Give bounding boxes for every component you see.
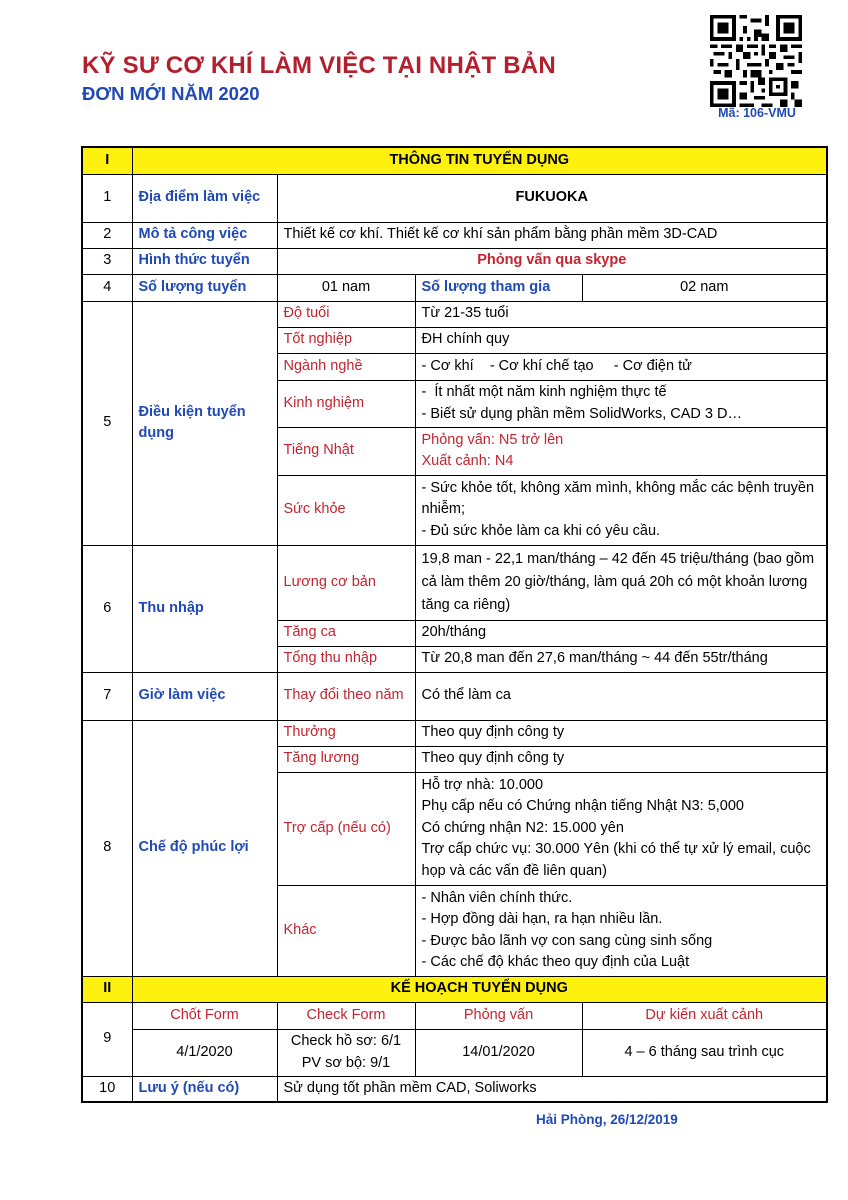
- text-line: - Hợp đồng dài hạn, ra hạn nhiều lần.: [421, 911, 663, 927]
- sub-value: [415, 427, 827, 475]
- plan-value: 14/01/2020: [415, 1029, 582, 1076]
- table-row: [82, 274, 827, 301]
- plan-value: 4 – 6 tháng sau trình cục: [582, 1029, 827, 1076]
- plan-header: Dự kiến xuất cảnh: [582, 1002, 827, 1029]
- sub-value: Từ 21-35 tuổi: [415, 301, 827, 327]
- plan-value: 4/1/2020: [132, 1029, 277, 1076]
- sub-label: Lương cơ bản: [277, 545, 415, 620]
- text-line: Phụ cấp nếu có Chứng nhận tiếng Nhật N3: 5,000: [421, 798, 744, 815]
- table-row: [82, 301, 827, 327]
- sub-value: Theo quy định công ty: [415, 720, 827, 746]
- row-number: 3: [82, 248, 132, 274]
- sub-value: 19,8 man - 22,1 man/tháng – 42 đến 45 triệu/tháng (bao gồm cả làm thêm 20 giờ/tháng, làm quá 20h có một khoản lương tăng ca riêng): [415, 545, 827, 620]
- text-line: Check hồ sơ: 6/1: [290, 1033, 402, 1049]
- row-label: Lưu ý (nếu có): [132, 1076, 277, 1102]
- table-row: [82, 720, 827, 746]
- recruitment-table: [81, 146, 828, 1103]
- row-number: 4: [82, 274, 132, 301]
- sub-label: Tốt nghiệp: [277, 327, 415, 353]
- table-row: [82, 248, 827, 274]
- table-row: [82, 1002, 827, 1029]
- row-label: Giờ làm việc: [132, 672, 277, 720]
- text-line: Trợ cấp chức vụ: 30.000 Yên (khi có thể tự xử lý email, cuộc họp và các vấn đề liên quan): [421, 841, 811, 879]
- sub-label: Sức khỏe: [277, 475, 415, 545]
- quantity-value: 01 nam: [277, 274, 415, 301]
- sub-label: Tổng thu nhập: [277, 646, 415, 672]
- section-number: I: [82, 147, 132, 174]
- section-title: THÔNG TIN TUYỂN DỤNG: [132, 147, 827, 174]
- table-row: [82, 545, 827, 620]
- qr-code-icon: [710, 15, 802, 107]
- text-line: Hỗ trợ nhà: 10.000: [421, 776, 544, 793]
- sub-label: Tăng lương: [277, 746, 415, 772]
- row-label: Chế độ phúc lợi: [132, 720, 277, 976]
- text-line: PV sơ bộ: 9/1: [301, 1054, 391, 1071]
- sub-label: Thưởng: [277, 720, 415, 746]
- text-line: - Ít nhất một năm kinh nghiệm thực tế: [421, 384, 667, 400]
- recruit-form-value: Phỏng vấn qua skype: [277, 248, 827, 274]
- note-value: Sử dụng tốt phần mềm CAD, Soliworks: [277, 1076, 827, 1102]
- sub-value: [415, 380, 827, 427]
- row-label: Địa điểm làm việc: [132, 174, 277, 222]
- location-value: FUKUOKA: [277, 174, 827, 222]
- section-header-row: [82, 976, 827, 1002]
- participants-value: 02 nam: [582, 274, 827, 301]
- text-line: Xuất cảnh: N4: [421, 453, 514, 469]
- sub-value: - Cơ khí - Cơ khí chế tạo - Cơ điện tử: [415, 353, 827, 380]
- row-number: 6: [82, 545, 132, 672]
- table-row: [82, 1076, 827, 1102]
- sub-label: Trợ cấp (nếu có): [277, 772, 415, 885]
- row-number: 5: [82, 301, 132, 545]
- text-line: - Biết sử dụng phần mềm SolidWorks, CAD 3 D…: [421, 405, 743, 422]
- text-line: - Được bảo lãnh vợ con sang cùng sinh sống: [421, 932, 713, 949]
- sub-value: [415, 772, 827, 885]
- row-number: 2: [82, 222, 132, 248]
- participants-label: Số lượng tham gia: [415, 274, 582, 301]
- sub-label: Tăng ca: [277, 620, 415, 646]
- place-date: Hải Phòng, 26/12/2019: [536, 1112, 678, 1127]
- row-label: Mô tả công việc: [132, 222, 277, 248]
- row-label: Hình thức tuyển: [132, 248, 277, 274]
- row-number: 8: [82, 720, 132, 976]
- document-code: Mã: 106-VMU: [718, 106, 796, 120]
- plan-header: Chốt Form: [132, 1002, 277, 1029]
- text-line: Phỏng vấn: N5 trở lên: [421, 431, 564, 448]
- table-row: [82, 174, 827, 222]
- page-title: KỸ SƯ CƠ KHÍ LÀM VIỆC TẠI NHẬT BẢN: [82, 52, 556, 79]
- sub-label: Tiếng Nhật: [277, 427, 415, 475]
- section-header-row: [82, 147, 827, 174]
- row-number: 1: [82, 174, 132, 222]
- sub-label: Ngành nghề: [277, 353, 415, 380]
- sub-value: Có thể làm ca: [415, 672, 827, 720]
- plan-value: [277, 1029, 415, 1076]
- text-line: - Các chế độ khác theo quy định của Luật: [421, 954, 690, 970]
- text-line: - Nhân viên chính thức.: [421, 889, 573, 906]
- table-row: [82, 1029, 827, 1076]
- table-row: [82, 672, 827, 720]
- description-value: Thiết kế cơ khí. Thiết kế cơ khí sản phẩm bằng phần mềm 3D-CAD: [277, 222, 827, 248]
- sub-value: Theo quy định công ty: [415, 746, 827, 772]
- row-label: Số lượng tuyển: [132, 274, 277, 301]
- sub-label: Độ tuổi: [277, 301, 415, 327]
- row-number: 10: [82, 1076, 132, 1102]
- sub-label: Thay đổi theo năm: [277, 672, 415, 720]
- plan-header: Check Form: [277, 1002, 415, 1029]
- sub-value: ĐH chính quy: [415, 327, 827, 353]
- section-number: II: [82, 976, 132, 1002]
- text-line: - Sức khỏe tốt, không xăm mình, không mắc các bệnh truyền nhiễm;: [421, 479, 815, 518]
- sub-value: [415, 885, 827, 976]
- plan-header: Phỏng vấn: [415, 1002, 582, 1029]
- sub-value: 20h/tháng: [415, 620, 827, 646]
- sub-label: Kinh nghiệm: [277, 380, 415, 427]
- sub-label: Khác: [277, 885, 415, 976]
- row-number: 9: [82, 1002, 132, 1076]
- sub-value: [415, 475, 827, 545]
- row-number: 7: [82, 672, 132, 720]
- page-subtitle: ĐƠN MỚI NĂM 2020: [82, 83, 260, 104]
- row-label: Thu nhập: [132, 545, 277, 672]
- sub-value: Từ 20,8 man đến 27,6 man/tháng ~ 44 đến 55tr/tháng: [415, 646, 827, 672]
- table-row: [82, 222, 827, 248]
- text-line: Có chứng nhận N2: 15.000 yên: [421, 819, 624, 836]
- text-line: - Đủ sức khỏe làm ca khi có yêu cầu.: [421, 522, 661, 539]
- section-title: KẾ HOẠCH TUYỂN DỤNG: [132, 976, 827, 1002]
- row-label: Điều kiện tuyển dụng: [132, 301, 277, 545]
